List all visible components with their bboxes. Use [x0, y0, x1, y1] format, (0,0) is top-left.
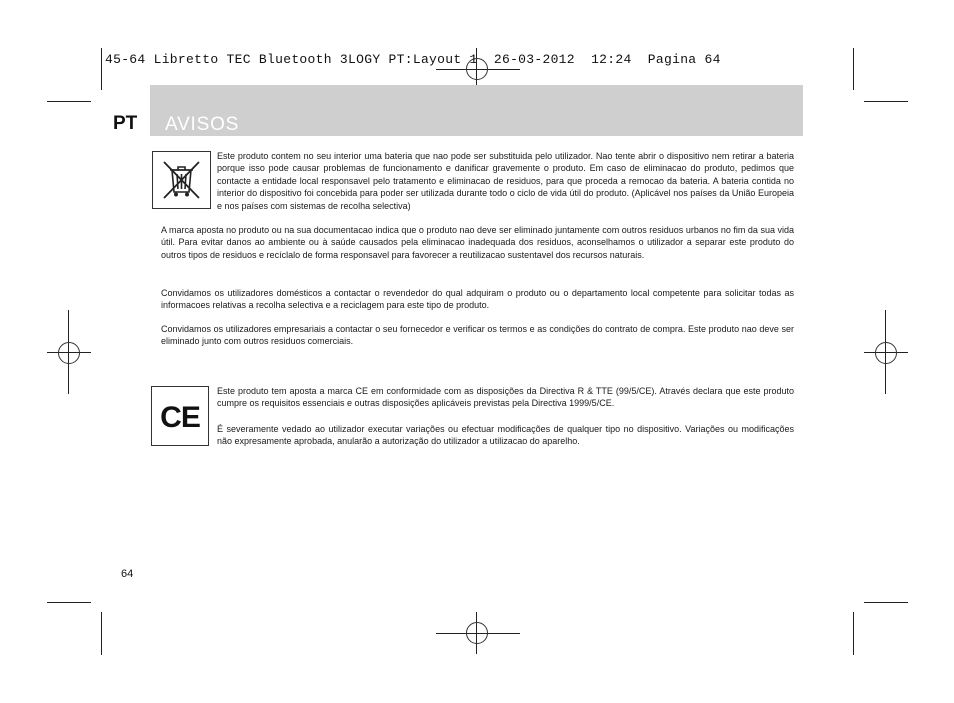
ce-mark-icon: [152, 387, 208, 445]
crop-mark-bottom-left-v: [101, 612, 102, 655]
crossed-out-wheeled-bin-icon: [153, 152, 210, 208]
body-paragraph-business-users: Convidamos os utilizadores empresariais a contactar o seu fornecedor e verificar os termos e as condições do contrato de compra. Este produto nao deve ser eliminado junto com outros residuos comerciais.: [161, 324, 794, 347]
crop-mark-bottom-right-h: [864, 602, 908, 603]
crop-mark-top-right-v: [853, 48, 854, 90]
printer-slug-line: 45-64 Libretto TEC Bluetooth 3LOGY PT:Layout 1 26-03-2012 12:24 Pagina 64: [105, 52, 721, 67]
ce-mark-text: CE: [160, 401, 200, 434]
page-number: 64: [121, 568, 134, 580]
section-title: AVISOS: [165, 114, 240, 135]
weee-icon-box: [152, 151, 211, 209]
language-code: PT: [113, 113, 138, 134]
crop-mark-top-left-h: [47, 101, 91, 102]
body-paragraph-domestic-users: Convidamos os utilizadores domésticos a contactar o revendedor do qual adquiram o produto ou o departamento local competente para solicitar todas as informacoes relativas a recolha selectiva e a reciclagem para este tipo de produto.: [161, 288, 794, 311]
registration-circle-right: [875, 342, 897, 364]
crop-mark-bottom-left-h: [47, 602, 91, 603]
crop-mark-bottom-right-v: [853, 612, 854, 655]
ce-icon-box: [151, 386, 209, 446]
section-title-bar: [150, 85, 803, 136]
body-paragraph-disposal: A marca aposta no produto ou na sua documentacao indica que o produto nao deve ser eliminado juntamente com outros residuos urbanos no fim da sua vida útil. Para evitar danos ao ambiente ou à saúde causados pela eliminacao inadequada dos residuos, aconselhamos o utilizador a separar este produto do outros tipos de residuos e recíclalo de forma responsavel para favorecer a reutilizacao sustentavel dos recursos naturais.: [161, 225, 794, 260]
ce-notice-paragraph-modifications: É severamente vedado ao utilizador executar variações ou efectuar modificações de qualquer tipo no dispositivo. Variações ou modificações não expresamente aprobada, anularão a autorização do utilizador a utilizacao do aparelho.: [217, 424, 794, 447]
crop-mark-top-left-v: [101, 48, 102, 90]
crop-mark-top-right-h: [864, 101, 908, 102]
registration-circle-left: [58, 342, 80, 364]
registration-circle-bottom: [466, 622, 488, 644]
ce-notice-paragraph-conformity: Este produto tem aposta a marca CE em conformidade com as disposições da Directiva R & TTE (99/5/CE). Através declara que este produto cumpre os requisitos essenciais e outras disposições aplicáveis previstas pela Directiva 1999/5/CE.: [217, 386, 794, 409]
weee-notice-text: Este produto contem no seu interior uma bateria que nao pode ser substituida pelo utilizador. Nao tente abrir o dispositivo nem retirar a bateria porque isso pode causar problemas de funcionamento e danificar gravemente o produto. Em caso de eliminacao do produto, pedimos que contacte a entidade local responsavel pelo tratamento e eliminacao de residuos, para que proceda a remocao da bateria. A bateria contida no interior do dispositivo foi concebida para poder ser utilizada durante todo o ciclo de vida útil do produto. (Aplicável nos países da União Europeia e nos países com sistemas de recolha selectiva): [217, 151, 794, 211]
